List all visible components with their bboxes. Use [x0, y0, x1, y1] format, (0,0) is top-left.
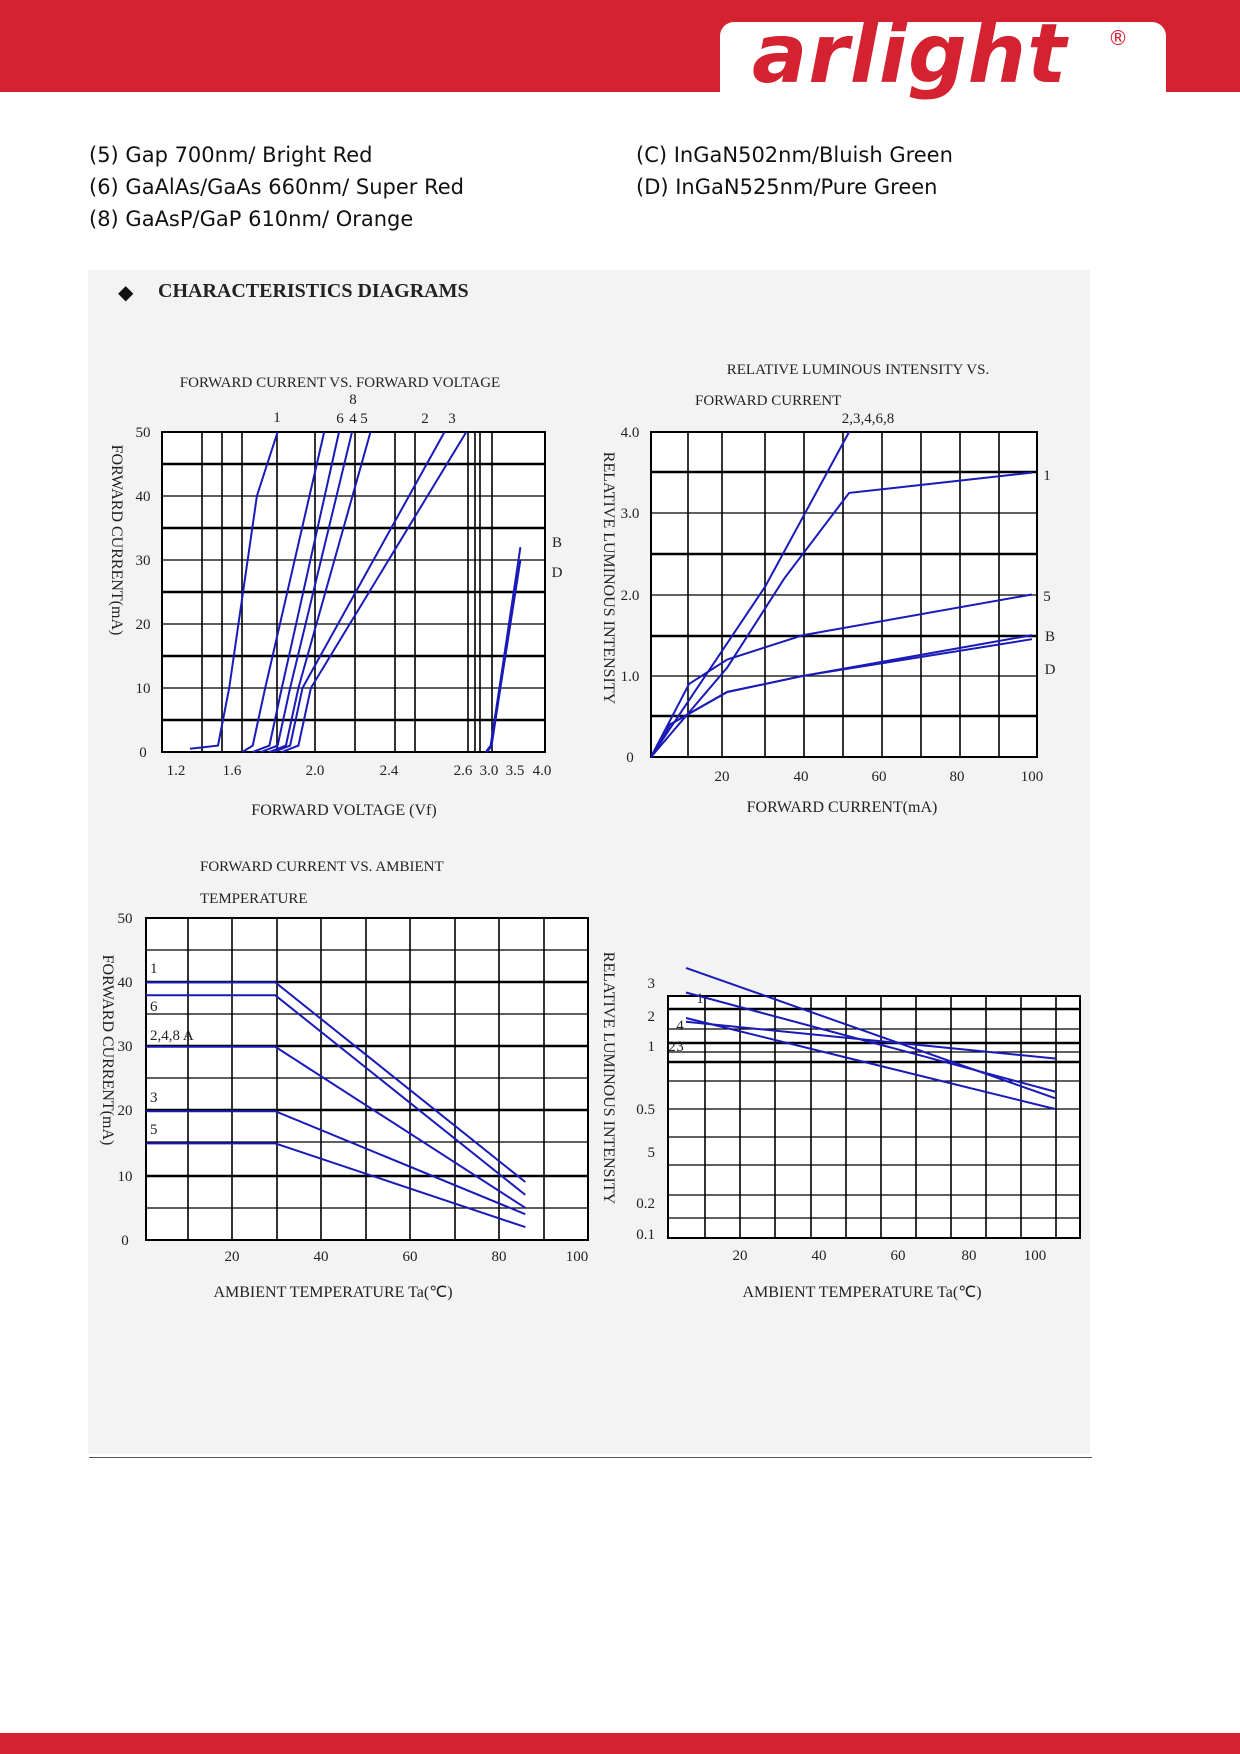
y-axis-label: FORWARD CURRENT(mA)	[99, 954, 116, 1146]
chart-title: FORWARD CURRENT VS. FORWARD VOLTAGE	[179, 375, 501, 391]
y-axis-label: RELATIVE LUMINOUS INTENSITY	[600, 951, 617, 1205]
y-tick-label: 3	[647, 976, 655, 992]
y-tick-label: 10	[117, 1169, 133, 1185]
x-tick-label: 40	[811, 1248, 827, 1264]
x-tick-label: 20	[224, 1249, 240, 1265]
series-label: 1	[1043, 468, 1051, 484]
x-tick-label: 20	[732, 1248, 748, 1264]
x-axis-label: FORWARD VOLTAGE (Vf)	[251, 802, 437, 819]
legend-item: (8) GaAsP/GaP 610nm/ Orange	[89, 207, 414, 231]
series-label: 1	[150, 961, 158, 977]
x-tick-label: 80	[491, 1249, 507, 1265]
series-label: 2	[668, 1039, 676, 1055]
series-label: 4	[676, 1018, 684, 1034]
legend-item: (C) InGaN502nm/Bluish Green	[636, 143, 953, 167]
brand-logo: arlight	[752, 7, 1068, 102]
series-label: 6	[336, 411, 344, 427]
y-tick-label: 50	[135, 425, 151, 441]
series-label: 2	[421, 411, 429, 427]
y-tick-label: 2	[647, 1009, 655, 1025]
x-tick-label: 60	[402, 1249, 418, 1265]
x-tick-label: 1.2	[166, 763, 186, 779]
x-tick-label: 20	[714, 769, 730, 785]
footer-bar	[0, 1733, 1240, 1754]
series-label: 2,4,8 A	[150, 1028, 194, 1044]
y-tick-label: 0	[121, 1233, 129, 1249]
chart-title: TEMPERATURE	[200, 891, 308, 907]
y-tick-label: 1	[647, 1039, 655, 1055]
y-tick-label: 50	[117, 911, 133, 927]
y-tick-label: 3.0	[620, 506, 640, 522]
registered-mark: ®	[1108, 26, 1128, 50]
series-label: 3	[676, 1039, 684, 1055]
series-label: 5	[1043, 589, 1051, 605]
x-tick-label: 40	[313, 1249, 329, 1265]
y-tick-label: 4.0	[620, 425, 640, 441]
y-tick-label: 0	[626, 750, 634, 766]
x-tick-label: 1.6	[222, 763, 242, 779]
legend-item: (5) Gap 700nm/ Bright Red	[89, 143, 373, 167]
y-axis-label: RELATIVE LUMINOUS INTENSITY	[600, 451, 617, 705]
series-label: 5	[150, 1122, 158, 1138]
series-label: B	[1044, 629, 1056, 645]
series-label: 3	[448, 411, 456, 427]
series-label: 6	[150, 999, 158, 1015]
series-label: 2,3,4,6,8	[841, 411, 895, 427]
x-axis-label: FORWARD CURRENT(mA)	[746, 799, 938, 816]
x-tick-label: 2.4	[379, 763, 399, 779]
legend-item: (D) InGaN525nm/Pure Green	[636, 175, 938, 199]
y-tick-label: 30	[117, 1039, 133, 1055]
y-tick-label: 0.1	[636, 1227, 655, 1243]
y-tick-label: 20	[135, 617, 151, 633]
chart-title: FORWARD CURRENT	[695, 393, 842, 409]
footer-divider	[89, 1457, 1092, 1458]
series-label: 8	[349, 392, 357, 408]
series-label: 1	[696, 991, 704, 1007]
x-tick-label: 40	[793, 769, 809, 785]
chart-title: RELATIVE LUMINOUS INTENSITY VS.	[726, 362, 990, 378]
x-tick-label: 100	[1023, 1248, 1047, 1264]
x-axis-label: AMBIENT TEMPERATURE Ta(℃)	[213, 1284, 453, 1301]
x-tick-label: 100	[1020, 769, 1044, 785]
x-tick-label: 60	[890, 1248, 906, 1264]
y-tick-label: 2.0	[620, 588, 640, 604]
series-label: 3	[150, 1090, 158, 1106]
series-label: 1	[273, 410, 281, 426]
x-tick-label: 100	[565, 1249, 589, 1265]
x-tick-label: 80	[961, 1248, 977, 1264]
y-tick-label: 1.0	[620, 669, 640, 685]
x-tick-label: 2.0	[305, 763, 325, 779]
y-tick-label: 0.5	[636, 1102, 655, 1118]
chart-title: FORWARD CURRENT VS. AMBIENT	[200, 859, 444, 875]
x-tick-label: 3.0	[479, 763, 499, 779]
series-label: B	[551, 535, 563, 551]
legend-item: (6) GaAlAs/GaAs 660nm/ Super Red	[89, 175, 464, 199]
y-tick-label: 30	[135, 553, 151, 569]
section-title: CHARACTERISTICS DIAGRAMS	[158, 280, 469, 302]
series-label: D	[551, 565, 563, 581]
y-tick-label: 20	[117, 1103, 133, 1119]
series-label: 4	[349, 411, 357, 427]
y-axis-label: FORWARD CURRENT(mA)	[108, 444, 125, 636]
y-tick-label: 0.2	[636, 1196, 655, 1212]
diamond-bullet-icon: ◆	[118, 280, 134, 304]
x-tick-label: 2.6	[453, 763, 473, 779]
x-axis-label: AMBIENT TEMPERATURE Ta(℃)	[742, 1284, 982, 1301]
x-tick-label: 4.0	[532, 763, 552, 779]
x-tick-label: 3.5	[505, 763, 525, 779]
series-label: D	[1044, 662, 1056, 678]
x-tick-label: 80	[949, 769, 965, 785]
x-tick-label: 60	[871, 769, 887, 785]
series-label: 5	[360, 411, 368, 427]
y-tick-label: 5	[647, 1145, 655, 1161]
plot-area	[668, 996, 1080, 1238]
y-tick-label: 40	[135, 489, 151, 505]
y-tick-label: 40	[117, 975, 133, 991]
y-tick-label: 10	[135, 681, 151, 697]
y-tick-label: 0	[139, 745, 147, 761]
